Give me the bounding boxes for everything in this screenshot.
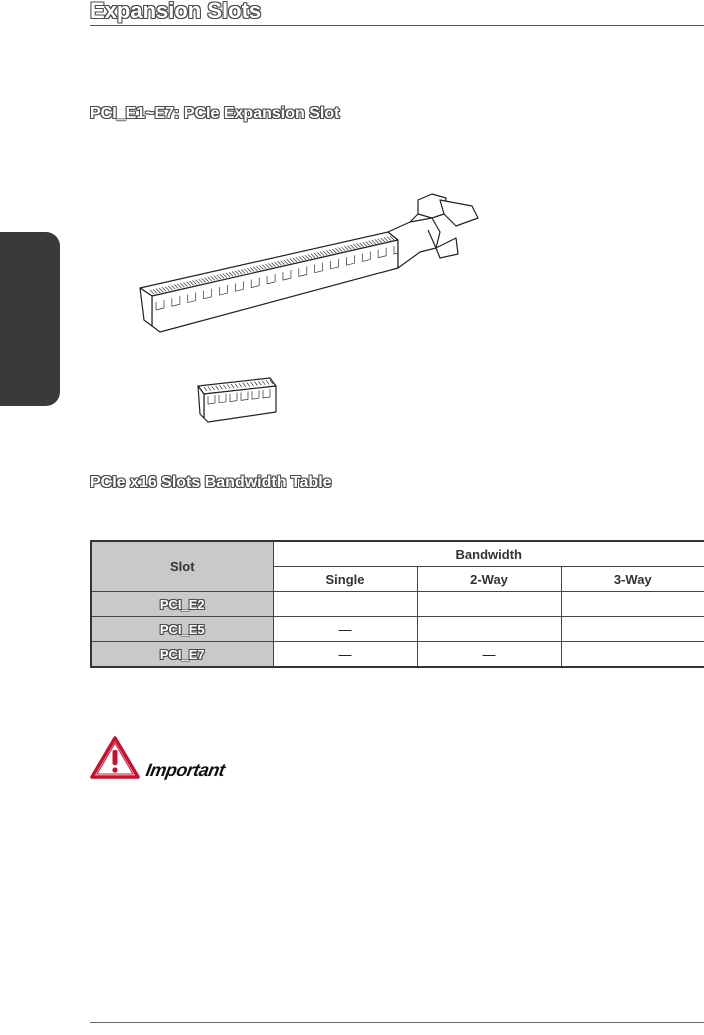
footer-divider — [90, 1022, 704, 1023]
three-way-cell — [561, 617, 704, 642]
single-cell: — — [273, 617, 417, 642]
three-way-column-header: 3-Way — [561, 567, 704, 592]
slot-section-heading: PCI_E1~E7: PCIe Expansion Slot — [90, 105, 340, 122]
bandwidth-column-header: Bandwidth — [273, 541, 704, 567]
two-way-column-header: 2-Way — [417, 567, 561, 592]
single-cell — [273, 592, 417, 617]
three-way-cell — [561, 642, 704, 668]
slot-name-cell: PCI_E2 — [91, 592, 273, 617]
important-label: Important — [144, 760, 227, 780]
two-way-cell: — — [417, 642, 561, 668]
table-row — [91, 642, 704, 668]
pcie-x16-slot-illustration — [140, 194, 478, 332]
table-row — [91, 617, 704, 642]
two-way-cell — [417, 617, 561, 642]
page-title: Expansion Slots — [90, 0, 262, 23]
slot-name-cell: PCI_E7 — [91, 642, 273, 668]
single-cell: — — [273, 642, 417, 668]
two-way-cell — [417, 592, 561, 617]
table-section-heading: PCIe x16 Slots Bandwidth Table — [90, 474, 332, 491]
bandwidth-table — [90, 540, 704, 668]
pcie-slot-figure — [0, 0, 704, 440]
slot-name-cell: PCI_E5 — [91, 617, 273, 642]
slot-column-header: Slot — [91, 541, 273, 592]
single-column-header: Single — [273, 567, 417, 592]
table-row — [91, 592, 704, 617]
pcie-x1-slot-illustration — [198, 378, 276, 422]
three-way-cell — [561, 592, 704, 617]
warning-icon — [89, 735, 141, 781]
table-header-row — [91, 541, 704, 567]
